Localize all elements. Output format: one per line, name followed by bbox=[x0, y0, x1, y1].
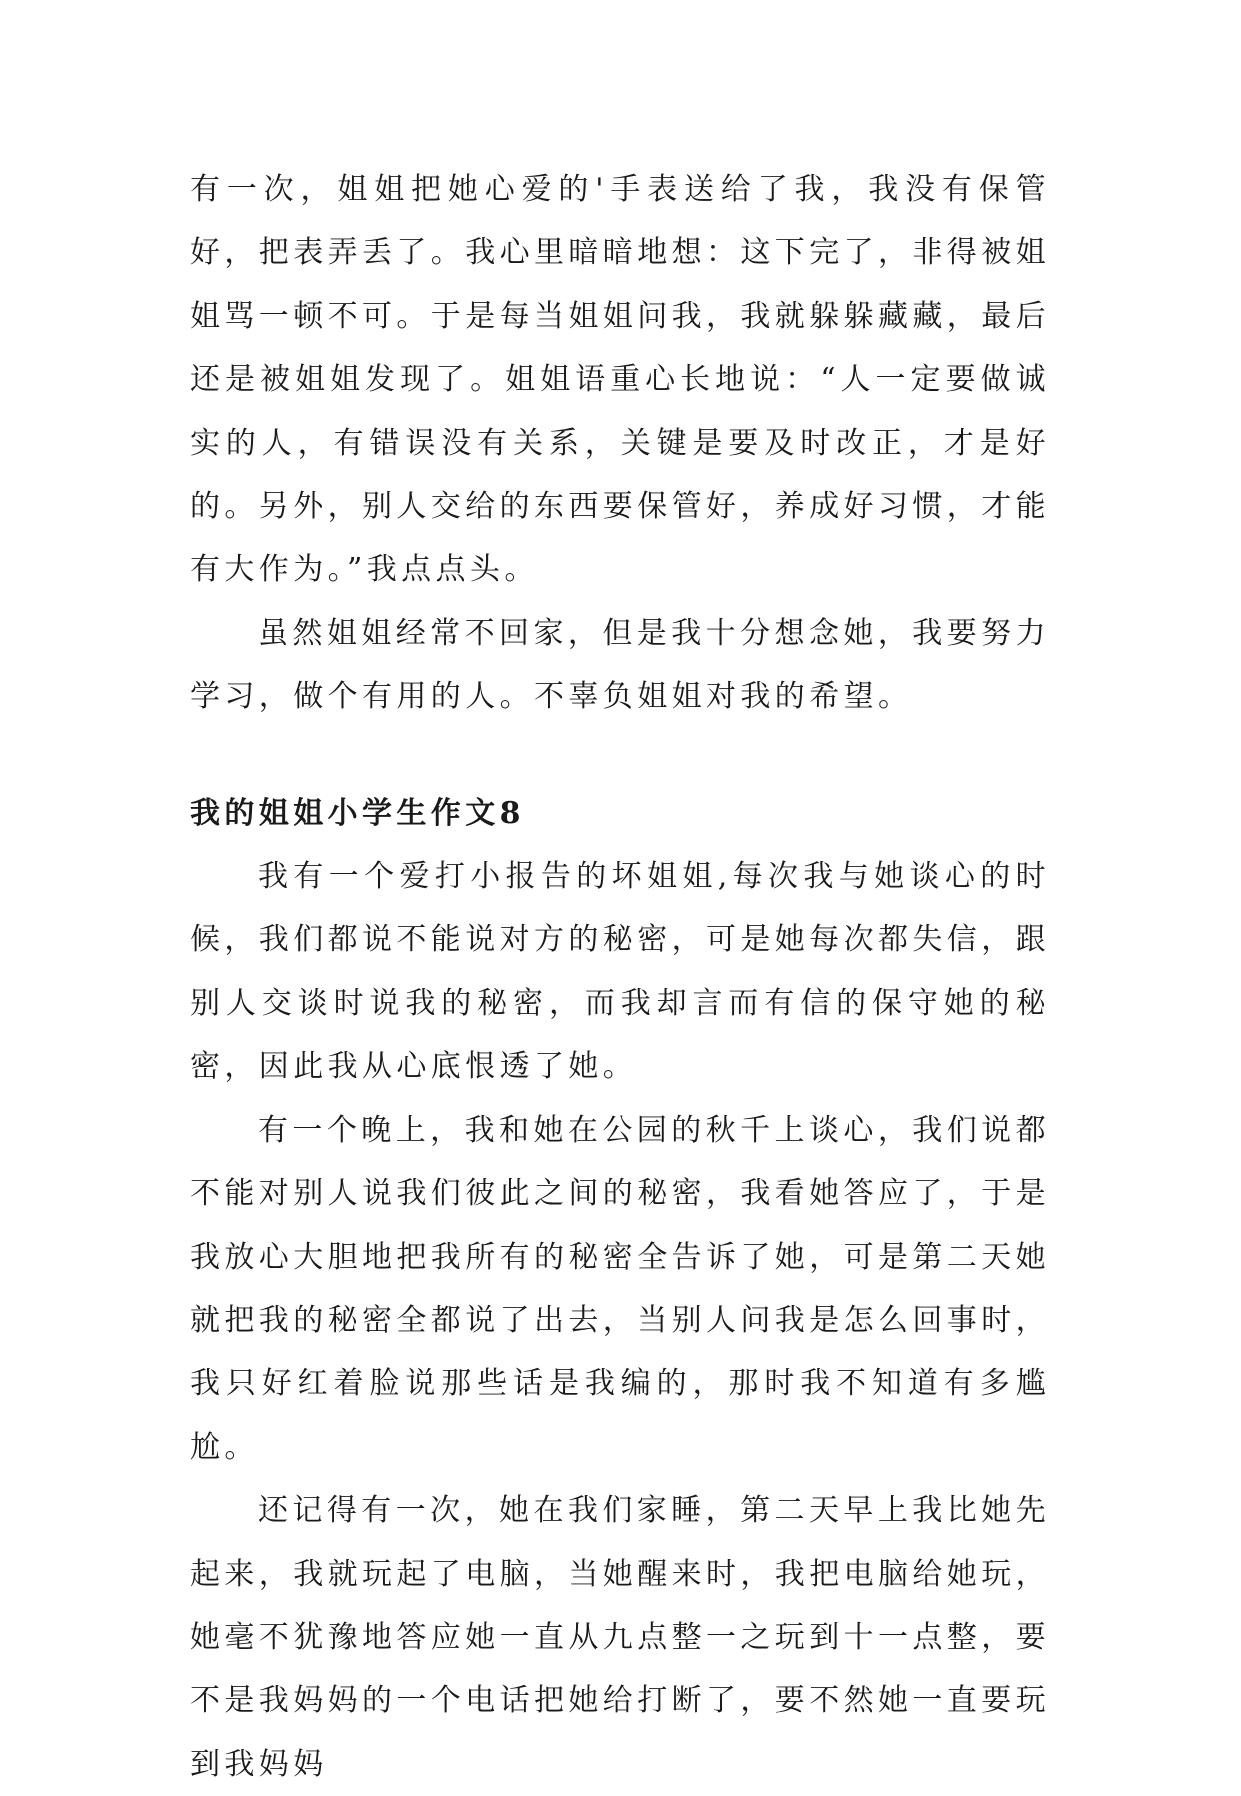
document-page bbox=[190, 158, 1050, 1796]
paragraph-swing-night: 有一个晚上，我和她在公园的秋千上谈心，我们说都不能对别人说我们彼此之间的秘密，我看她答应了，于是我放心大胆地把我所有的秘密全告诉了她，可是第二天她就把我的秘密全都说了出去，当别人问我是怎么回事时，我只好红着脸说那些话是我编的，那时我不知道有多尴尬。 bbox=[190, 1112, 1050, 1465]
paragraph-watch-story: 有一次，姐姐把她心爱的'手表送给了我，我没有保管好，把表弄丢了。我心里暗暗地想：这下完了，非得被姐姐骂一顿不可。于是每当姐姐问我，我就躲躲藏藏，最后还是被姐姐发现了。姐姐语重心长地说：“人一定要做诚实的人，有错误没有关系，关键是要及时改正，才是好的。另外，别人交给的东西要保管好，养成好习惯，才能有大作为。”我点点头。 bbox=[190, 172, 1050, 588]
paragraph-bad-sister: 我有一个爱打小报告的坏姐姐,每次我与她谈心的时候，我们都说不能说对方的秘密，可是她每次都失信，跟别人交谈时说我的秘密，而我却言而有信的保守她的秘密，因此我从心底恨透了她。 bbox=[190, 859, 1050, 1085]
paragraph-computer: 还记得有一次，她在我们家睡，第二天早上我比她先起来，我就玩起了电脑，当她醒来时，我把电脑给她玩，她毫不犹豫地答应她一直从九点整一之玩到十一点整，要不是我妈妈的一个电话把她给打断了，要不然她一直要玩到我妈妈 bbox=[190, 1493, 1050, 1782]
paragraph-miss-sister: 虽然姐姐经常不回家，但是我十分想念她，我要努力学习，做个有用的人。不辜负姐姐对我的希望。 bbox=[190, 615, 1050, 715]
section-spacer bbox=[190, 729, 1050, 782]
essay-heading: 我的姐姐小学生作文8 bbox=[190, 795, 525, 831]
